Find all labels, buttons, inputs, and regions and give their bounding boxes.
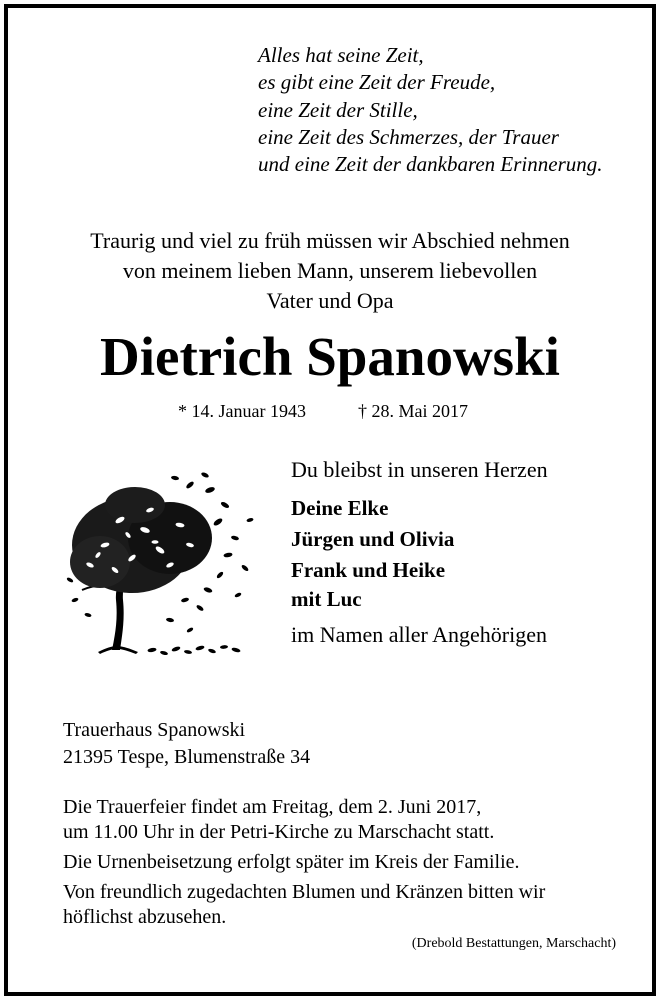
family-name: Frank und Heike [291,558,446,582]
poem-line: eine Zeit der Stille, [258,97,418,122]
birth-date: * 14. Januar 1943 [178,401,306,421]
info-line: höflichst abzusehen. [63,906,227,928]
info-line: Von freundlich zugedachten Blumen und Kränzen bitten wir [63,881,546,903]
info-line: um 11.00 Uhr in der Petri-Kirche zu Marschacht statt. [63,821,495,843]
poem-line: eine Zeit des Schmerzes, der Trauer [258,124,559,149]
death-date: † 28. Mai 2017 [358,401,468,421]
funeral-home-credit: (Drebold Bestattungen, Marschacht) [411,936,616,951]
windblown-tree-icon [60,450,270,665]
intro-line: Vater und Opa [266,288,394,313]
family-block [291,455,631,650]
ceremony-info [63,795,633,935]
mourning-house-address [63,717,310,771]
intro-text [0,226,660,316]
family-name: mit Luc [291,587,362,611]
poem-line: Alles hat seine Zeit, [258,43,424,67]
poem-line: es gibt eine Zeit der Freude, [258,70,496,95]
intro-line: Traurig und viel zu früh müssen wir Abschied nehmen [90,228,570,253]
info-line: Die Trauerfeier findet am Freitag, dem 2. Juni 2017, [63,796,482,818]
address-line: 21395 Tespe, Blumenstraße 34 [63,746,311,768]
info-line: Die Urnenbeisetzung erfolgt später im Kreis der Familie. [63,851,520,873]
address-line: Trauerhaus Spanowski [63,719,246,741]
family-name: Deine Elke [291,496,389,520]
burial-info [63,850,633,875]
flowers-info [63,880,633,930]
family-name: Jürgen und Olivia [291,527,455,551]
poem [258,42,603,178]
poem-line: und eine Zeit der dankbaren Erinnerung. [258,152,603,177]
intro-line: von meinem lieben Mann, unserem liebevollen [122,258,538,283]
on-behalf-line: im Namen aller Angehörigen [291,622,547,647]
tree-graphic [66,471,254,655]
deceased-name: Dietrich Spanowski [100,326,560,387]
service-info [63,795,633,845]
remembrance-line: Du bleibst in unseren Herzen [291,457,548,482]
